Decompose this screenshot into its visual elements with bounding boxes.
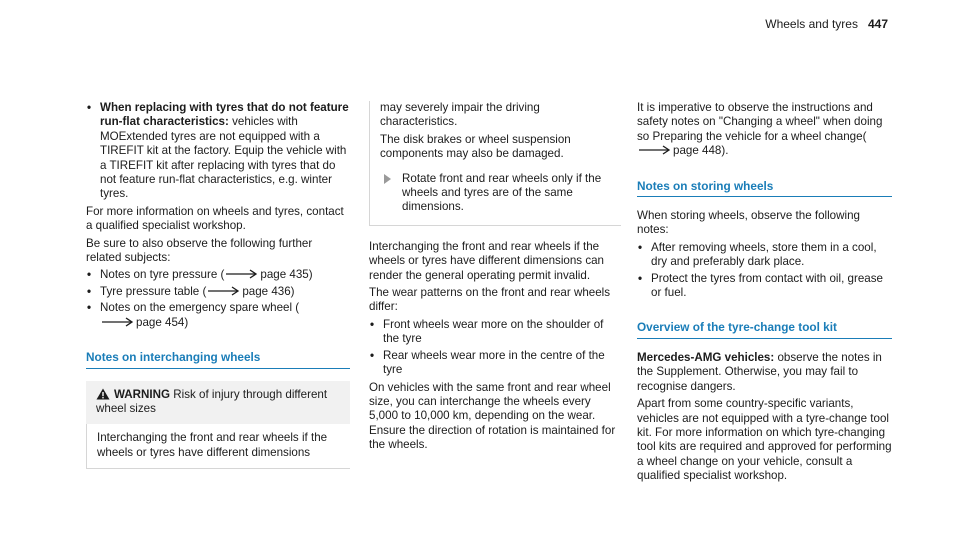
section-heading-tool-kit: Overview of the tyre-change tool kit: [637, 320, 892, 338]
arrow-right-icon: [226, 269, 258, 279]
warning-icon: [96, 388, 110, 400]
section-title: Wheels and tyres: [765, 17, 858, 31]
warning-header: [86, 381, 350, 425]
arrow-right-icon: [639, 145, 671, 155]
paragraph: On vehicles with the same front and rear wheel size, you can interchange the wheels every 5,000 to 10,000 km, depending on the wear. Ensure the direction of rotation is maintained for the wheels.: [369, 380, 616, 452]
warning-box: [86, 381, 350, 470]
paragraph: When storing wheels, observe the following notes:: [637, 209, 860, 237]
related-subjects-list: [86, 268, 350, 330]
ref-text: Notes on the emergency spare wheel (: [100, 301, 300, 315]
bold-lead: When replacing with tyres that do not feature run-flat characteristics:: [100, 101, 349, 129]
paragraph: [637, 351, 892, 394]
warning-text: Risk of injury through different wheel sizes: [96, 387, 328, 415]
page-number: 447: [867, 17, 888, 31]
list-item-text: vehicles with MOExtended tyres are not equipped with a TIREFIT kit at the factory. Equip the vehicle with a TIREFIT kit after replacing with tyres that do not feature run-flat characteristics, e.g. winter tyres.: [100, 115, 347, 201]
ref-text: Notes on tyre pressure (: [100, 268, 225, 282]
paragraph: The disk brakes or wheel suspension components may also be damaged.: [380, 132, 571, 161]
paragraph: For more information on wheels and tyres, contact a qualified specialist workshop.: [86, 204, 344, 233]
list-item: • Rear wheels wear more in the centre of the tyre: [369, 349, 621, 378]
page-reference-link[interactable]: page 448).: [673, 144, 729, 158]
wear-list: [369, 318, 621, 378]
paragraph: Be sure to also observe the following further related subjects:: [86, 236, 313, 265]
paragraph: Apart from some country-specific variants, vehicles are not equipped with a tyre-change tool kit. For more information on which tyre-changing tool kits are required and approved for performing a wheel change on your vehicle, consult a qualified specialist workshop.: [637, 397, 892, 483]
warning-body: Interchanging the front and rear wheels if the wheels or tyres have different dimensions: [86, 424, 350, 469]
arrow-right-icon: [102, 317, 134, 327]
page-reference-link[interactable]: page 454): [136, 315, 189, 329]
warning-box-continued: [369, 101, 621, 226]
column-3: [637, 101, 892, 487]
storing-list: [637, 241, 892, 301]
page-reference-link[interactable]: page 435): [260, 268, 313, 282]
paragraph-text: It is imperative to observe the instructions and safety notes on "Changing a wheel" when doing so Preparing the vehicle for a wheel change(: [637, 101, 883, 143]
list-item: • Front wheels wear more on the shoulder of the tyre: [369, 318, 621, 347]
page-header: [765, 17, 888, 31]
column-1: [86, 101, 350, 469]
intro-list: [86, 101, 350, 202]
play-arrow-icon: [384, 174, 391, 184]
section-heading-storing: Notes on storing wheels: [637, 179, 892, 197]
list-item: [86, 101, 350, 202]
step-text: Rotate front and rear wheels only if the wheels and tyres are of the same dimensions.: [402, 171, 602, 214]
paragraph: The wear patterns on the front and rear wheels differ:: [369, 286, 611, 314]
instruction-step: [380, 172, 611, 215]
page-reference-link[interactable]: page 436): [242, 284, 295, 298]
list-item: • Protect the tyres from contact with oil, grease or fuel.: [637, 272, 892, 301]
paragraph: may severely impair the driving characteristics.: [380, 101, 540, 129]
list-item: • After removing wheels, store them in a cool, dry and preferably dark place.: [637, 241, 892, 270]
section-heading-interchanging: Notes on interchanging wheels: [86, 350, 350, 368]
list-item[interactable]: [86, 301, 350, 330]
list-item[interactable]: [86, 268, 350, 282]
list-item[interactable]: [86, 285, 350, 299]
paragraph: Interchanging the front and rear wheels if the wheels or tyres have different dimensions can render the general operating permit invalid.: [369, 239, 605, 282]
paragraph-text: observe the notes in the Supplement. Otherwise, you may fail to recognise dangers.: [637, 350, 882, 393]
ref-text: Tyre pressure table (: [100, 284, 207, 298]
bold-lead: Mercedes-AMG vehicles:: [637, 350, 775, 364]
column-2: [369, 101, 621, 456]
paragraph: [637, 101, 892, 159]
arrow-right-icon: [208, 286, 240, 296]
warning-label: WARNING: [114, 387, 171, 401]
